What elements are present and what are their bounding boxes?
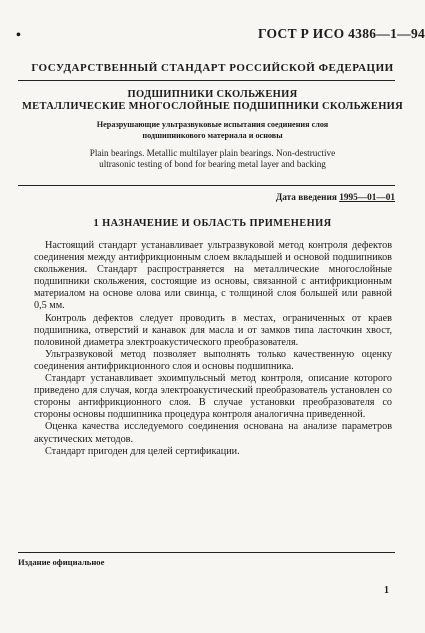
section-title: 1 НАЗНАЧЕНИЕ И ОБЛАСТЬ ПРИМЕНЕНИЯ xyxy=(93,218,332,229)
page-number: 1 xyxy=(384,585,389,596)
paragraph: Стандарт пригоден для целей сертификации. xyxy=(45,445,240,457)
gost-code: ГОСТ Р ИСО 4386—1—94 xyxy=(258,26,425,41)
paragraph: Контроль дефектов следует проводить в местах, ограниченных от краев подшипника, отверстий и канавок для масла и от замков типа ласточкин хвост, половиной диаметра электроакустического преобразователя. xyxy=(34,312,392,348)
intro-date xyxy=(276,193,395,203)
section-body xyxy=(34,240,392,458)
standard-header: ГОСУДАРСТВЕННЫЙ СТАНДАРТ РОССИЙСКОЙ ФЕДЕРАЦИИ xyxy=(31,62,394,74)
corner-mark: • xyxy=(16,28,21,43)
english-title-line-1: Plain bearings. Metallic multilayer plain bearings. Non-destructive xyxy=(89,148,336,158)
title-line-2: МЕТАЛЛИЧЕСКИЕ МНОГОСЛОЙНЫЕ ПОДШИПНИКИ СКОЛЬЖЕНИЯ xyxy=(21,101,404,112)
header-rule xyxy=(18,80,395,81)
intro-date-value: 1995—01—01 xyxy=(339,193,395,203)
subtitle-line-1: Неразрушающие ультразвуковые испытания соединения слоя xyxy=(96,120,329,129)
paragraph: Ультразвуковой метод позволяет выполнять только качественную оценку соединения антифрикционного слоя и основы подшипника. xyxy=(34,348,392,372)
title-block-rule xyxy=(18,185,395,186)
paragraph: Настоящий стандарт устанавливает ультразвуковой метод контроля дефектов соединения между антифрикционным слоем вкладышей и основой подшипников скольжения. Стандарт распространяется на металлические многослойные подшипники скольжения, состоящие из основы, связанной с антифрикционным материалом на основе олова или свинца, с толщиной слоя большей или равной 0,5 мм. xyxy=(34,240,392,312)
footer-rule xyxy=(18,552,395,553)
edition-note: Издание официальное xyxy=(18,557,105,567)
subtitle-line-2: подшипникового материала и основы xyxy=(142,131,283,140)
paragraph: Оценка качества исследуемого соединения основана на анализе параметров акустических методов. xyxy=(34,421,392,445)
paragraph: Стандарт устанавливает эхоимпульсный метод контроля, описание которого приведено для случая, когда электроакустический преобразователь установлен со стороны антифрикционного слоя. В случае установки преобразователя со стороны основы подшипника процедура контроля аналогична приведенной. xyxy=(34,373,392,421)
intro-date-label: Дата введения xyxy=(275,193,337,203)
title-line-1: ПОДШИПНИКИ СКОЛЬЖЕНИЯ xyxy=(127,89,298,100)
english-title-line-2: ultrasonic testing of bond for bearing metal layer and backing xyxy=(99,159,326,169)
